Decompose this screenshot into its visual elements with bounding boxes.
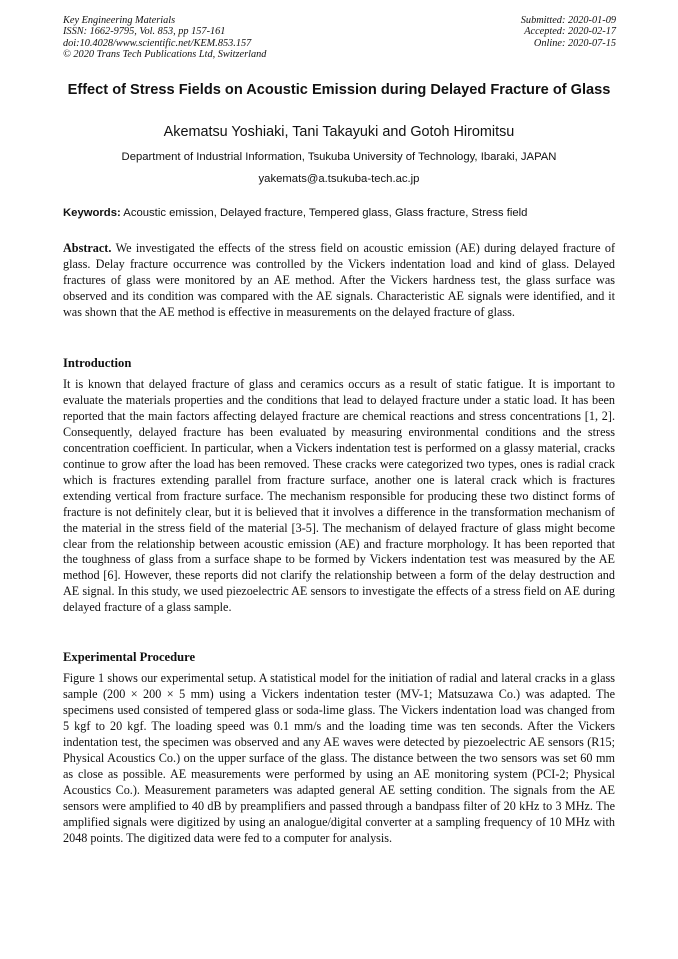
journal-info — [63, 15, 383, 61]
abstract-paragraph — [63, 241, 615, 321]
issn-line: ISSN: 1662-9795, Vol. 853, pp 157-161 — [63, 26, 226, 38]
doi-line: doi:10.4028/www.scientific.net/KEM.853.157 — [63, 37, 252, 49]
abstract-text: We investigated the effects of the stress field on acoustic emission (AE) during delayed fracture of glass. Delay fracture occurrence was controlled by the Vickers indentation load and kind of glass. Delayed fractures of glass were monitored by an AE method. After the Vickers hardness test, the glass surface was observed and its condition was compared with the AE signals. Characteristic AE signals were identified, and it was shown that the AE method is effective in measurements on the delayed fracture of glass. — [63, 241, 616, 319]
paper-title: Effect of Stress Fields on Acoustic Emission during Delayed Fracture of Glass — [67, 82, 611, 98]
keywords-text: Acoustic emission, Delayed fracture, Tempered glass, Glass fracture, Stress field — [123, 207, 528, 219]
author-email: yakemats@a.tsukuba-tech.ac.jp — [258, 173, 420, 185]
submitted-date: Submitted: 2020-01-09 — [520, 15, 616, 26]
introduction-paragraph: It is known that delayed fracture of glass and ceramics occurs as a result of static fatigue. It is important to evaluate the materials properties and the conditions that lead to delayed fracture under a static load. It has been reported that the main factors affecting delayed fracture are chemical reactions and stress concentrations [1, 2]. Consequently, delayed fracture has been evaluated by measuring environmental conditions and the stress concentration coefficient. In particular, when a Vickers indentation test is performed on a glassy material, cracks continue to grow after the load has been removed. These cracks were categorized two types, ones is radial crack which is fractures extending parallel from fracture surface, another one is lateral crack which is fractures extending vertical from fracture surface. The mechanism responsible for producing these two distinct forms of fracture is not definitely clear, but it is believed that it involves a difference in the transformation mechanism of the material in the stress field of the material [3-5]. The mechanism of delayed fracture of glass might become clear from the relationship between acoustic emission (AE) and fracture morphology. It has been reported that the toughness of glass from a surface shape to be formed by Vickers indentation test was measured by the AE method [6]. However, these reports did not clarify the relationship between a form of the delay destruction and AE signal. In this study, we used piezoelectric AE sensors to investigate the effects of a stress field on AE during delayed fracture of a glass sample. — [63, 377, 615, 615]
online-date: Online: 2020-07-15 — [533, 37, 616, 49]
keywords-label: Keywords: — [63, 207, 121, 219]
abstract-label: Abstract. — [63, 241, 112, 255]
keywords-line — [63, 206, 623, 220]
publication-dates — [416, 15, 616, 49]
author-list: Akematsu Yoshiaki, Tani Takayuki and Gotoh Hiromitsu — [163, 124, 515, 140]
experimental-heading: Experimental Procedure — [63, 650, 196, 664]
experimental-paragraph: Figure 1 shows our experimental setup. A statistical model for the initiation of radial and lateral cracks in a glass sample (200 × 200 × 5 mm) using a Vickers indentation tester (MV-1; Matsuzawa Co.) was adapted. The specimens used consisted of tempered glass or soda-lime glass. The Vickers indentation load was changed from 5 kgf to 20 kgf. The loading speed was 0.1 mm/s and the loading time was ten seconds. After the Vickers indentation test, the specimen was observed and any AE waves were detected by piezoelectric AE sensors (R15; Physical Acoustics Co.) on the upper surface of the glass. The distance between the two sensors was set 60 mm as close as possible. AE measurements were performed by using an AE monitoring system (PCI-2; Physical Acoustics Co.). Measurement parameters was adapted general AE setting condition. The signals from the AE sensors were amplified to 40 dB by preamplifiers and passed through a bandpass filter of 20 kHz to 3 MHz. The amplified signals were digitized by using an analogue/digital converter at a sampling frequency of 10 MHz with 2048 points. The digitized data were fed to a computer for analysis. — [63, 671, 615, 845]
accepted-date: Accepted: 2020-02-17 — [524, 26, 616, 38]
affiliation: Department of Industrial Information, Tsukuba University of Technology, Ibaraki, JAPAN — [121, 151, 557, 163]
copyright-line: © 2020 Trans Tech Publications Ltd, Switzerland — [63, 49, 267, 61]
journal-name: Key Engineering Materials — [63, 15, 176, 26]
introduction-heading: Introduction — [63, 356, 132, 370]
